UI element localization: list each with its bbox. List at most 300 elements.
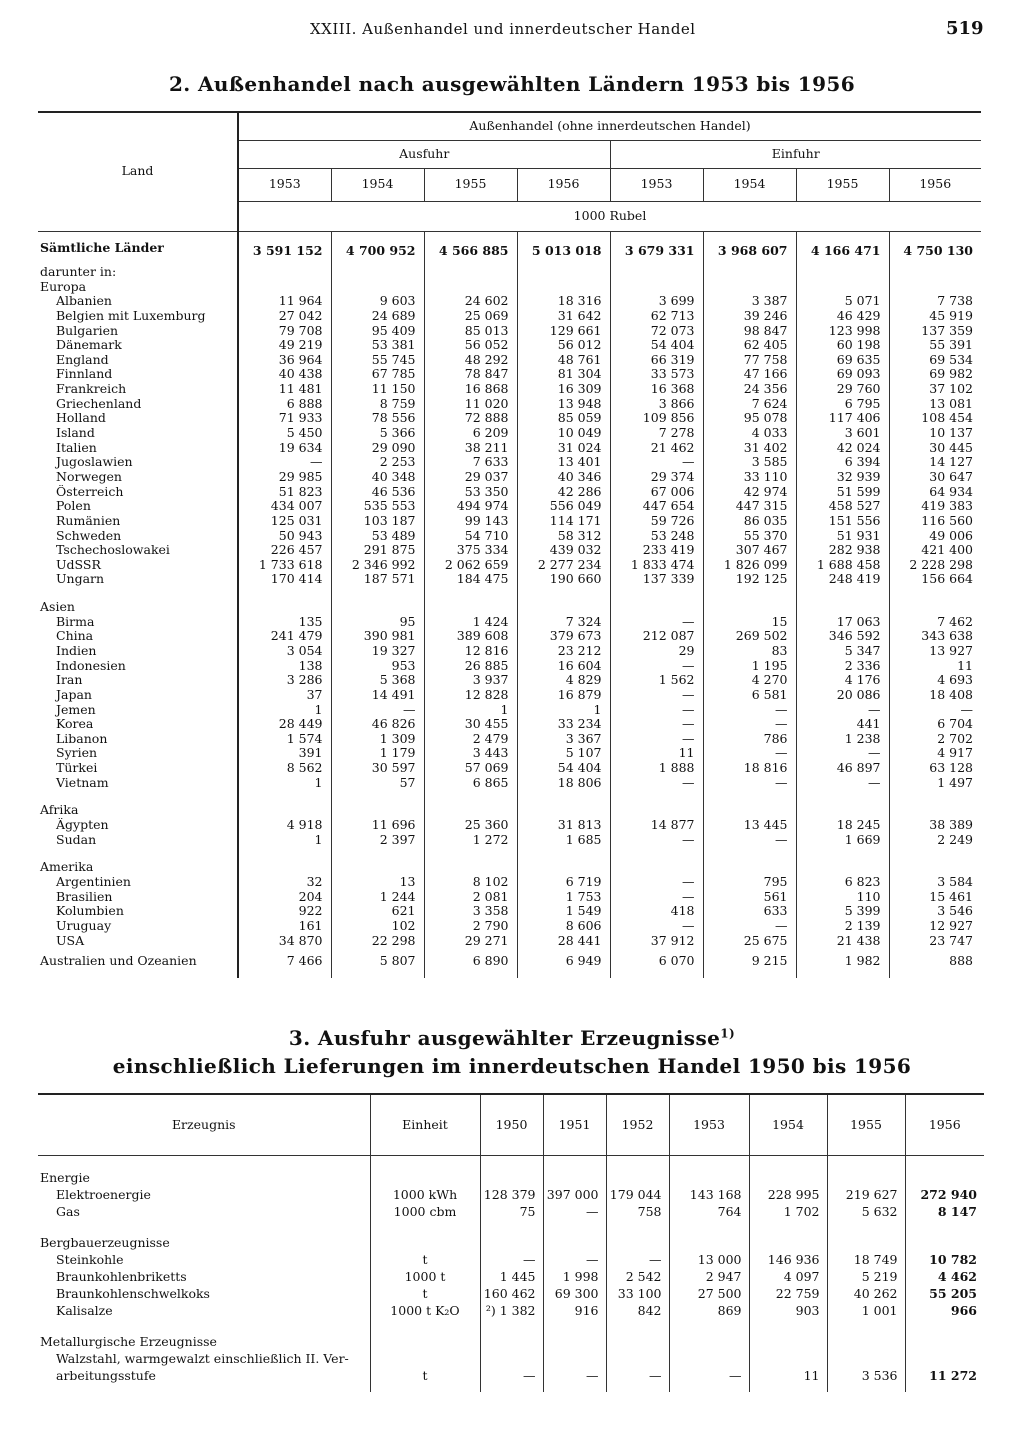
country-label [38,761,238,776]
value-cell [238,280,331,295]
table-row [38,1285,984,1302]
value-cell: 6 070 [610,954,703,969]
value-cell: 233 419 [610,543,703,558]
group-row [38,1169,984,1186]
value-text: 842 [637,1302,662,1318]
table-row [38,732,981,747]
country-label [38,833,238,848]
value-cell: 64 934 [889,485,981,500]
table-row [38,1384,984,1392]
value-cell: 5 107 [517,746,610,761]
country-label [38,338,238,353]
value-cell: 17 063 [796,615,889,630]
value-cell: — [610,833,703,848]
country-label [38,309,238,324]
row-label-text: Island [56,426,95,441]
value-cell: 45 919 [889,309,981,324]
table-row [38,470,981,485]
value-cell: 42 024 [796,441,889,456]
value-cell: 69 534 [889,353,981,368]
value-cell: 11 150 [331,382,424,397]
country-label [38,485,238,500]
value-text: 1 445 [499,1268,536,1284]
value-cell: 23 212 [517,644,610,659]
value-cell: 13 927 [889,644,981,659]
value-cell: 46 826 [331,717,424,732]
value-cell [796,600,889,615]
value-cell: — [331,703,424,718]
value-cell: 98 847 [703,324,796,339]
value-cell: 49 006 [889,528,981,543]
value-cell [480,1203,543,1220]
unit-cell: t [370,1367,480,1384]
value-cell [543,1220,606,1234]
value-cell [331,600,424,615]
value-cell: 4 693 [889,673,981,688]
spacer [38,1220,370,1234]
country-label [38,629,238,644]
value-cell [827,1350,905,1367]
country-label [38,353,238,368]
value-cell [905,1251,984,1268]
row-label-text: Norwegen [56,469,122,484]
value-cell: 888 [889,954,981,969]
value-cell [749,1384,827,1392]
value-cell [331,265,424,280]
value-cell: — [610,703,703,718]
value-cell [703,803,796,818]
value-cell [517,587,610,600]
table-row [38,528,981,543]
value-cell: 46 536 [331,485,424,500]
year-header: 1956 [517,168,610,201]
value-cell: 31 024 [517,441,610,456]
table-row [38,1350,984,1367]
value-cell: 7 624 [703,397,796,412]
value-cell [238,847,331,860]
value-cell: 1 [238,703,331,718]
value-cell [669,1268,749,1285]
value-text: 2 542 [625,1268,662,1284]
value-cell: 16 368 [610,382,703,397]
value-text: 33 100 [617,1285,662,1301]
value-cell: 13 948 [517,397,610,412]
table-row [38,746,981,761]
value-cell [749,1268,827,1285]
value-cell: 447 315 [703,499,796,514]
value-cell: 114 171 [517,514,610,529]
value-text: 1 702 [783,1203,820,1219]
value-text: 18 749 [853,1251,898,1267]
value-cell: 6 795 [796,397,889,412]
value-cell: 56 012 [517,338,610,353]
value-cell: 3 546 [889,904,981,919]
spacer [38,1384,370,1392]
region-row [38,280,981,295]
value-cell: 62 713 [610,309,703,324]
value-cell: 19 327 [331,644,424,659]
table-row [38,833,981,848]
value-cell: 31 642 [517,309,610,324]
table-row [38,338,981,353]
value-cell [889,790,981,803]
value-cell [827,1220,905,1234]
unit-cell: 1000 t [370,1268,480,1285]
value-cell [606,1234,669,1251]
country-label [38,397,238,412]
value-text: 758 [637,1203,662,1219]
value-cell: 135 [238,615,331,630]
value-cell: — [703,833,796,848]
country-label [38,904,238,919]
country-label [38,411,238,426]
value-cell: 31 402 [703,441,796,456]
value-cell: 137 339 [610,572,703,587]
total-label [38,231,238,265]
value-cell: 28 441 [517,934,610,949]
value-cell [331,847,424,860]
value-cell [606,1350,669,1367]
value-cell: — [703,919,796,934]
value-cell: 2 702 [889,732,981,747]
value-cell: 441 [796,717,889,732]
value-cell [543,1350,606,1367]
value-cell: 1 833 474 [610,558,703,573]
value-cell: 2 249 [889,833,981,848]
value-cell: 57 069 [424,761,517,776]
row-label-text: Indien [56,643,97,658]
value-cell: 49 219 [238,338,331,353]
value-cell: — [610,890,703,905]
value-cell: 53 489 [331,528,424,543]
value-cell: 1 195 [703,659,796,674]
value-text: 4 097 [783,1268,820,1284]
row-label-text: Argentinien [56,874,131,889]
value-cell [610,587,703,600]
value-cell [610,847,703,860]
country-label [38,703,238,718]
value-cell: 31 813 [517,818,610,833]
region-row [38,600,981,615]
value-cell: 32 [238,875,331,890]
spacer [38,1155,370,1169]
unit-cell: 1000 t K₂O [370,1302,480,1319]
value-cell: 4 750 130 [889,231,981,265]
unit-cell: 1000 cbm [370,1203,480,1220]
value-cell: 14 127 [889,455,981,470]
row-label-text: Jemen [56,702,96,717]
value-cell [749,1251,827,1268]
value-cell [517,847,610,860]
country-label [38,324,238,339]
value-cell [669,1302,749,1319]
value-cell: 953 [331,659,424,674]
value-cell [610,860,703,875]
value-cell [703,969,796,978]
row-label-text: Gas [56,1203,80,1219]
value-cell: 1 688 458 [796,558,889,573]
region-label [38,600,238,615]
value-cell [606,1186,669,1203]
value-cell: 3 387 [703,294,796,309]
value-text: 5 632 [861,1203,898,1219]
value-cell [480,1384,543,1392]
year-header: 1954 [749,1094,827,1155]
value-cell [827,1234,905,1251]
value-cell: 6 888 [238,397,331,412]
value-cell: 12 927 [889,919,981,934]
table-row [38,904,981,919]
value-cell [543,1169,606,1186]
year-header: 1954 [331,168,424,201]
year-header: 1956 [889,168,981,201]
table-row [38,485,981,500]
year-header: 1955 [827,1094,905,1155]
value-cell [480,1186,543,1203]
row-label-text: Türkei [56,761,98,776]
value-cell: 9 603 [331,294,424,309]
value-cell: 39 246 [703,309,796,324]
value-cell: 116 560 [889,514,981,529]
row-label-text: Birma [56,614,95,629]
value-cell: 212 087 [610,629,703,644]
column-header-land: Land [38,112,238,231]
value-cell: 36 964 [238,353,331,368]
value-cell [749,1333,827,1350]
value-text: — [586,1251,599,1267]
value-cell [827,1169,905,1186]
value-cell: 7 324 [517,615,610,630]
table-row [38,1186,984,1203]
value-text: 22 759 [775,1285,820,1301]
table-row [38,703,981,718]
row-label-text: Bergbauerzeugnisse [40,1234,170,1250]
value-cell [827,1333,905,1350]
table-row [38,761,981,776]
value-cell: 6 890 [424,954,517,969]
value-cell [610,600,703,615]
value-text: 272 940 [920,1186,977,1202]
row-label-text: Iran [56,673,83,688]
page-number: 519 [946,18,984,39]
value-cell [606,1220,669,1234]
value-cell: 46 429 [796,309,889,324]
value-cell: 53 381 [331,338,424,353]
value-text: — [586,1203,599,1219]
value-cell: 8 606 [517,919,610,934]
value-cell: 3 679 331 [610,231,703,265]
value-cell: 922 [238,904,331,919]
value-cell: 161 [238,919,331,934]
value-text: 10 782 [929,1251,977,1267]
table-row [38,426,981,441]
value-cell: 4 917 [889,746,981,761]
spacer [38,587,238,600]
value-cell: 343 638 [889,629,981,644]
unit-cell [370,1333,480,1350]
value-cell: 62 405 [703,338,796,353]
value-cell: 3 968 607 [703,231,796,265]
value-cell [703,790,796,803]
value-cell [703,600,796,615]
value-cell [796,969,889,978]
value-cell [669,1251,749,1268]
value-cell: 72 888 [424,411,517,426]
country-label [38,470,238,485]
value-cell [606,1319,669,1333]
value-cell: 25 069 [424,309,517,324]
column-header-erzeugnis: Erzeugnis [38,1094,370,1155]
value-cell: 16 868 [424,382,517,397]
table-row [38,919,981,934]
unit-cell [370,1155,480,1169]
value-cell: 2 790 [424,919,517,934]
value-cell [480,1350,543,1367]
value-cell: 3 367 [517,732,610,747]
value-cell [749,1203,827,1220]
value-cell: 10 137 [889,426,981,441]
spacer [38,847,238,860]
running-header [0,20,1024,42]
table-row [38,629,981,644]
value-cell: 419 383 [889,499,981,514]
table-row [38,587,981,600]
row-label-text: Uruguay [56,918,112,933]
value-cell [889,969,981,978]
row-label-text: arbeitungsstufe [56,1367,156,1383]
value-cell: 55 745 [331,353,424,368]
table-row [38,1251,984,1268]
value-cell [669,1186,749,1203]
value-text: 146 936 [767,1251,820,1267]
row-label-text: Griechenland [56,396,142,411]
product-label [38,1285,370,1302]
value-cell [480,1220,543,1234]
value-cell [905,1268,984,1285]
row-label-text: Frankreich [56,382,127,397]
row-label-text: Libanon [56,731,108,746]
table-row [38,353,981,368]
value-cell: 375 334 [424,543,517,558]
value-cell [606,1251,669,1268]
value-cell: 418 [610,904,703,919]
value-cell [796,280,889,295]
value-cell: 125 031 [238,514,331,529]
value-cell: 7 738 [889,294,981,309]
table3-title-footnote: 1) [720,1026,736,1041]
table-row [38,890,981,905]
value-cell: 47 166 [703,367,796,382]
table-row [38,499,981,514]
value-cell [889,587,981,600]
value-cell: 30 445 [889,441,981,456]
value-cell: 79 708 [238,324,331,339]
value-cell: 29 037 [424,470,517,485]
value-cell [796,803,889,818]
value-cell [703,280,796,295]
value-cell: 3 866 [610,397,703,412]
country-label [38,934,238,949]
value-cell: 53 350 [424,485,517,500]
value-text: 869 [717,1302,742,1318]
value-cell [424,587,517,600]
value-cell: 3 286 [238,673,331,688]
value-cell: 11 481 [238,382,331,397]
value-cell: 18 245 [796,818,889,833]
value-cell: — [796,703,889,718]
value-cell: 2 479 [424,732,517,747]
value-cell [703,860,796,875]
value-cell: 184 475 [424,572,517,587]
value-cell: 1 [424,703,517,718]
footnote-marker: ²) [485,1302,496,1318]
value-cell [749,1350,827,1367]
value-cell: 379 673 [517,629,610,644]
value-cell [424,847,517,860]
row-label-text: Holland [56,411,106,426]
value-cell [238,587,331,600]
value-cell [480,1302,543,1319]
value-cell: 21 462 [610,441,703,456]
country-label [38,890,238,905]
value-cell [606,1285,669,1302]
row-label-text: Brasilien [56,889,113,904]
value-cell [749,1367,827,1384]
value-cell: 3 358 [424,904,517,919]
value-cell [796,790,889,803]
value-cell [827,1251,905,1268]
value-cell: 63 128 [889,761,981,776]
value-cell: 795 [703,875,796,890]
value-cell [905,1220,984,1234]
value-cell [517,280,610,295]
region-label [38,803,238,818]
country-label [38,543,238,558]
value-cell: 40 438 [238,367,331,382]
row-label-text: Ungarn [56,572,105,587]
value-cell [889,860,981,875]
value-cell [669,1155,749,1169]
value-cell: 30 597 [331,761,424,776]
unit-cell [370,1384,480,1392]
value-cell: — [610,659,703,674]
row-label-text: USA [56,933,85,948]
table-row [38,847,981,860]
value-cell: 5 368 [331,673,424,688]
table-row [38,717,981,732]
value-cell: 3 601 [796,426,889,441]
unit-cell [370,1350,480,1367]
value-cell: 29 374 [610,470,703,485]
value-cell: 3 585 [703,455,796,470]
region-label [38,280,238,295]
value-cell: 99 143 [424,514,517,529]
row-label-text: Europa [40,279,87,294]
value-cell [749,1234,827,1251]
value-cell: 190 660 [517,572,610,587]
value-cell: 7 633 [424,455,517,470]
unit-cell [370,1319,480,1333]
row-label-text: Japan [56,687,92,702]
value-cell: 25 675 [703,934,796,949]
value-cell: 447 654 [610,499,703,514]
row-label-text: Energie [40,1169,90,1185]
value-cell: 3 699 [610,294,703,309]
value-text: 11 [803,1367,820,1383]
value-cell: 20 086 [796,688,889,703]
table-row [38,1367,984,1384]
value-cell: 291 875 [331,543,424,558]
